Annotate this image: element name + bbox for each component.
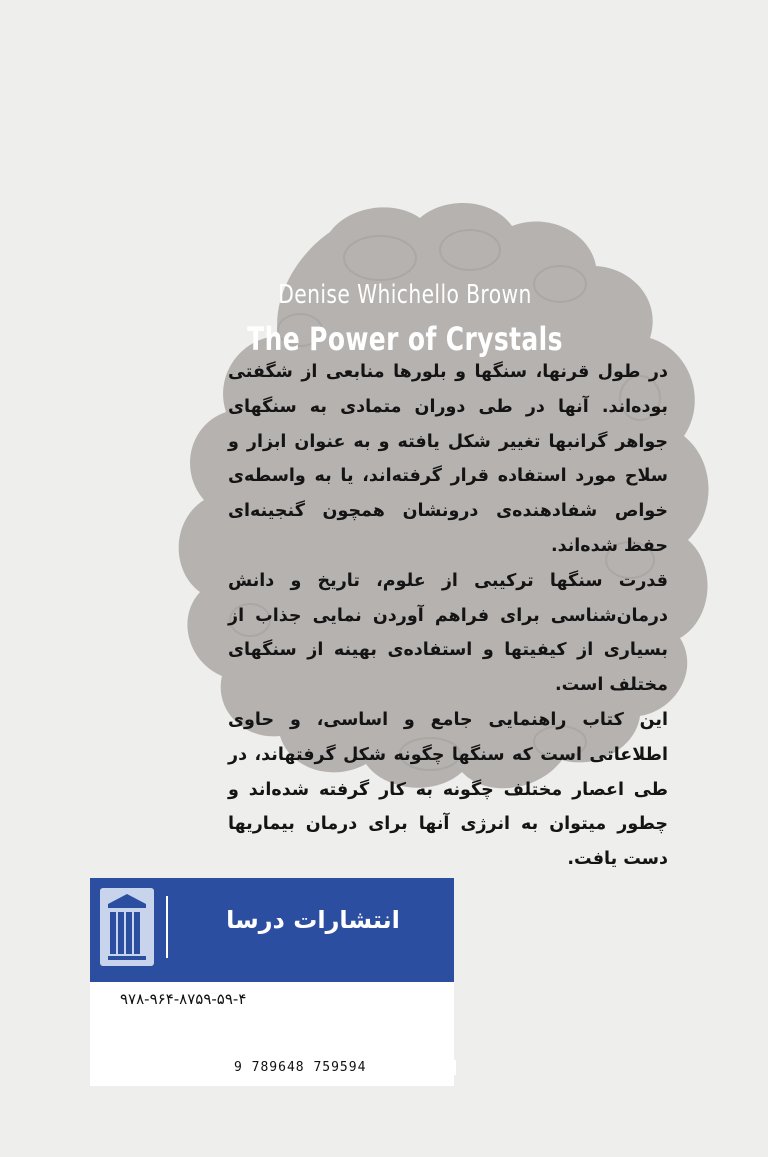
publisher-name: انتشارات درسا: [226, 906, 400, 934]
publisher-box: [90, 878, 454, 982]
author-name: Denise Whichello Brown: [278, 280, 532, 310]
blurb-paragraph: در طول قرنها، سنگها و بلورها منابعی از شگفتی بوده‌اند. آنها در طی دوران متمادی به سنگهای جواهر گرانبها تغییر شکل یافته و به عنوان ابزار و سلاح مورد استفاده قرار گرفته‌اند، یا به واسطه‌ی خواص شفادهنده‌ی درونشان همچون گنجینه‌ای حفظ شده‌اند.: [228, 362, 668, 556]
blurb-text: [228, 355, 668, 877]
book-title: The Power of Crystals: [247, 320, 563, 358]
book-shelf-logo-icon: [100, 888, 154, 966]
blurb-paragraph: این کتاب راهنمایی جامع و اساسی، و حاوی اطلاعاتی است که سنگها چگونه شکل گرفتهاند، در طی اعصار مختلف چگونه به کار گرفته شده‌اند و چطور میتوان به انرژی آنها برای درمان بیماریها دست یافت.: [228, 709, 668, 870]
blurb-paragraph: قدرت سنگها ترکیبی از علوم، تاریخ و دانش درمان‌شناسی برای فراهم آوردن نمایی جذاب از بسیاری از کیفیتها و استفاده‌ی بهینه از سنگهای مختلف است.: [228, 570, 668, 696]
logo-divider: [166, 896, 168, 958]
barcode-digits: 9 789648 759594: [232, 1060, 456, 1075]
isbn-label: ۹۷۸-۹۶۴-۸۷۵۹-۵۹-۴: [120, 990, 247, 1008]
